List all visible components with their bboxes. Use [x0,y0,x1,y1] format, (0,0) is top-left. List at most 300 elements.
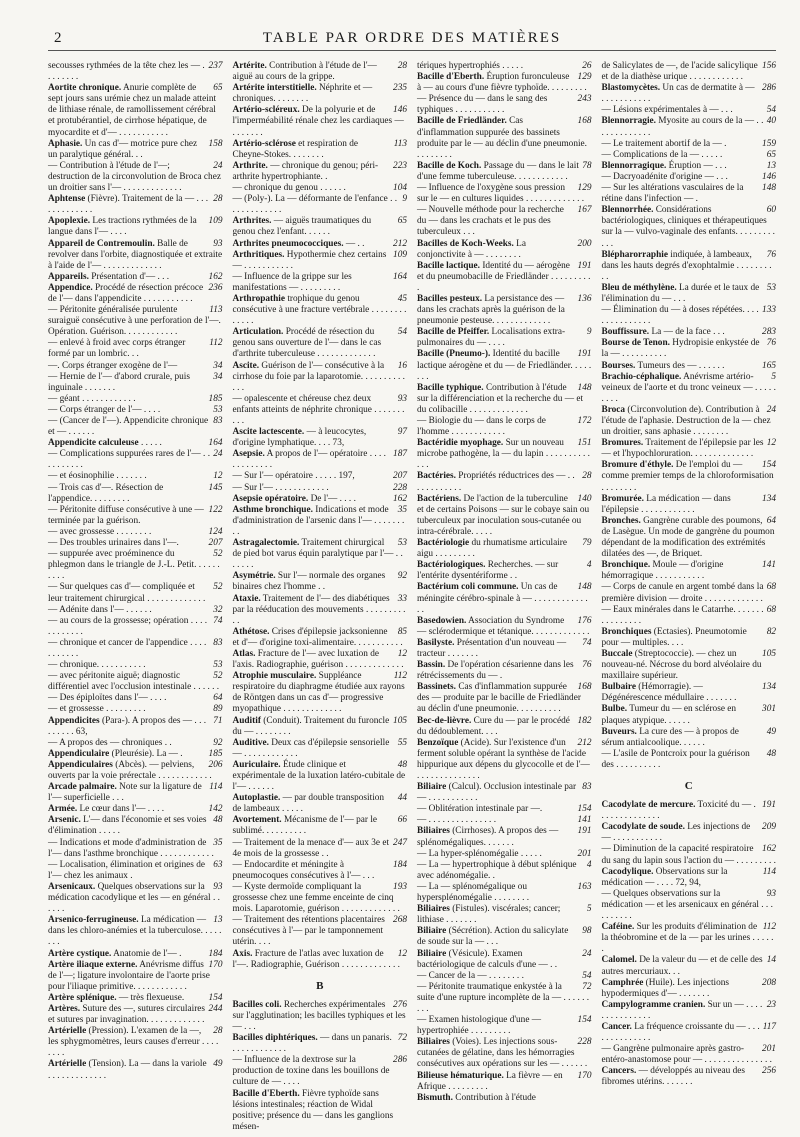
entry-text: — chronique du genou . . . . . . [232,183,346,194]
index-entry [233,494,408,505]
index-entry [602,516,777,560]
index-entry [417,116,592,160]
entry-text: — Trois cas d'—. Résection de l'appendice. . . . . . . . . [48,482,164,504]
entry-heading: Arsenico-ferrugineuse. [48,915,139,926]
entry-page-ref: 164 [393,271,407,282]
entry-text: La fièvre — en Afrique . . . . . . . . . [417,1070,563,1092]
entry-heading: Artère splénique. [48,992,117,1003]
entry-text: — Endocardite et méningite à pneumocoques consécutives à l'— . . . [232,859,375,881]
entry-text: Recherches expérimentales sur l'agglutination; les bacilles typhiques et les — . . . [232,999,406,1032]
entry-page-ref: 276 [393,999,407,1010]
index-columns [48,61,776,1132]
entry-page-ref: 114 [762,866,776,877]
index-entry [233,250,408,272]
index-entry [417,738,592,782]
entry-heading: Bactéridie myophage. [417,438,504,449]
index-entry [233,105,408,138]
entry-text: La durée et le taux de l'élimination du — . . . [601,282,760,304]
entry-page-ref: 9 [402,194,407,205]
entry-text: Traitement de l'épilepsie par les — et l'hypochloruration. . . . . . . . . . . . . . [601,438,764,460]
entry-heading: Bactériologiques. [417,560,486,571]
entry-page-ref: 112 [762,922,776,933]
entry-text: — Influence de la dextrose sur la production de toxine dans les bouillons de culture de — . . . . [232,1055,390,1088]
index-entry [233,594,408,627]
entry-page-ref: 182 [577,715,592,726]
entry-heading: Bronches. [601,515,641,526]
index-entry [48,394,223,405]
entry-page-ref: 65 [213,83,223,94]
entry-text: Propriétés réductrices des — . . . . . . . . . . . . [417,471,575,493]
index-entry [48,949,223,960]
index-entry [602,649,777,682]
entry-page-ref: 76 [766,249,776,260]
entry-page-ref: 286 [762,83,776,94]
entry-page-ref: 207 [393,471,407,482]
entry-text: Cas d'inflammation suppurée des — produite par le bacille de Friedländer au déclin d'une pneumonie. . . . . . . . . . [417,682,581,715]
entry-page-ref: 228 [577,1037,592,1048]
index-entry [233,571,408,593]
index-entry [48,716,223,738]
entry-page-ref: 9 [586,327,592,338]
entry-text: (Pleurésie). La — . [109,748,183,759]
entry-text: — Nouvelle méthode pour la recherche du — dans les crachats et le pus des tuberculeux . . . [417,205,564,238]
entry-page-ref: 93 [213,238,223,249]
entry-page-ref: 24 [213,160,223,171]
index-entry [417,826,592,848]
index-entry [233,793,408,815]
entry-heading: Camphrée [601,977,644,988]
entry-heading: Appendiculaires [48,759,113,770]
index-entry [48,549,223,582]
entry-heading: Bouffissure. [601,327,650,338]
entry-page-ref: 23 [766,999,776,1010]
entry-heading: Bacille (Pneumo-). [417,349,491,360]
entry-page-ref: 76 [582,660,592,671]
entry-heading: Bromure d'éthyle. [601,460,674,471]
index-entry [48,815,223,837]
entry-text: Anévrisme diffus de l'—; ligature involontaire de l'aorte prise pour l'iliaque primitive. . . . . . . . . . . . [48,959,210,992]
entry-text: Recherches. — sur l'entérite dysentériforme . . [417,560,559,582]
entry-heading: Bec-de-lièvre. [417,715,472,726]
entry-text: — suppurée avec proéminence du phlegmon dans le triangle de J.-L. Petit. . . . . . . . . . [48,549,220,582]
index-entry [233,239,408,250]
entry-text: — enlevé à froid avec corps étranger formé par un lombric. . . [48,338,186,360]
entry-heading: Arthrite. [232,160,268,171]
index-entry [602,150,777,161]
entry-heading: Blépharorraphie [601,249,668,260]
index-entry [602,727,777,749]
entry-text: Sur les produits d'élimination de la théobromine et de la — par les urines . . . . . . [601,922,774,955]
entry-heading: Aphtense [48,194,86,205]
entry-text: — Corps étranger de l'— . . . . [48,404,161,415]
entry-page-ref: 109 [393,249,407,260]
index-entry [602,405,777,438]
entry-text: (Conduit). Traitement du furoncle du — . . . . . . . . [232,715,390,737]
entry-text: — Biologie du — dans le corps de l'homme . . . . . . . . . . . . [417,416,546,438]
index-entry [48,616,223,638]
entry-heading: Articulation. [232,327,284,338]
index-entry [48,749,223,760]
entry-page-ref: 191 [577,260,592,271]
index-entry [48,660,223,671]
entry-page-ref: 142 [208,804,223,815]
entry-text: La persistance des — dans les crachats après la guérison de la pneumonie pesteuse. . . . . . . . . . . . . [417,293,565,327]
entry-heading: Ataxie. [232,593,261,604]
index-entry [417,327,592,349]
entry-page-ref: 92 [213,737,223,748]
entry-text: Éruption — . . . [666,160,727,171]
entry-page-ref: 117 [762,1021,776,1032]
entry-page-ref: 12 [766,438,776,449]
index-entry [602,105,777,116]
index-entry [48,605,223,616]
entry-text: — La — splénomégalique ou hypersplénomégalie . . . . . . . . [417,881,530,904]
entry-page-ref: 158 [208,138,223,149]
section-letter-heading: C [684,780,693,792]
entry-page-ref: 134 [762,493,776,504]
entry-page-ref: 185 [208,393,223,404]
entry-page-ref: 247 [393,837,407,848]
index-entry [233,627,408,649]
entry-heading: Bacilles coli. [232,999,282,1010]
index-entry [48,527,223,538]
entry-text: et respiration de Cheyne-Stokes. . . . . . . . [232,138,359,160]
entry-text: (Acide). Sur l'existence d'un ferment soluble opérant la synthèse de l'acide hippurique aux dépens du glycocolle et de l'— . . . . . . . . . . . . . . [417,737,590,781]
index-entry [233,394,408,427]
index-entry [417,205,592,238]
index-entry [417,982,592,1015]
entry-heading: Cancers. [601,1066,637,1077]
index-entry [233,483,408,494]
entry-text: — Influence de l'oxygène sous pression sur le — en cultures liquides . . . . . . . . . . . . . [417,183,585,205]
index-entry [602,822,777,844]
entry-text: Suppléance respiratoire du diaphragme étudiée aux rayons de Röntgen dans un cas d'— progressive myopathique . . . . . . . . . . . . . [232,671,405,715]
entry-heading: Bulbaire [601,682,636,693]
entry-page-ref: 133 [762,305,776,316]
entry-text: De l'— . . . . [308,493,356,504]
index-entry [602,205,777,249]
entry-text: — Présence du — dans le sang des typhiques . . . . . . . . . . . [417,94,548,116]
entry-heading: Blennorragie. [601,116,656,127]
entry-text: Tumeur du — en sclérose en plaques atypique. . . . . . [601,704,737,726]
index-entry [48,782,223,804]
entry-text: (Pression). L'examen de la —, les sphygmomètres, leurs causes d'erreur . . . . . . . . [48,1026,219,1059]
index-entry [233,671,408,715]
entry-heading: Ascite lactescente. [232,427,305,438]
entry-page-ref: 13 [213,915,223,926]
entry-page-ref: 72 [397,1033,407,1044]
entry-page-ref: 146 [393,105,407,116]
entry-heading: Benzoïque [417,737,459,748]
entry-text: Cure du — par le procédé du dédoublement. . . . [417,715,570,737]
index-entry [602,61,777,83]
entry-text: Suture des —, sutures circulaires et sutures par invagination. . . . . . . . . . . . . [48,1003,206,1026]
entry-page-ref: 113 [393,138,407,149]
entry-text: Un cas de dermatite à — . . . . . . . . . . . [601,83,755,105]
index-entry [48,1026,223,1059]
entry-text: — géant . . . . . . . . . . . . [48,393,136,404]
index-entry [417,494,592,538]
entry-text: — par double transposition de lambeaux . . . . . [232,793,385,815]
index-column-3 [417,61,592,1121]
index-entry [417,860,592,882]
index-entry [602,889,777,922]
index-entry [602,283,777,305]
entry-text: Traitement chirurgical de pied bot varus équin paralytique par l'— . . . . . . . [232,538,403,571]
entry-page-ref: 193 [393,881,407,892]
entry-page-ref: 24 [213,449,223,460]
entry-page-ref: 83 [582,782,592,793]
index-entry [48,704,223,715]
entry-heading: Bassinets. [417,682,457,693]
index-entry [417,949,592,971]
entry-page-ref: 145 [208,482,223,493]
entry-heading: Basedowien. [417,615,467,626]
entry-page-ref: 114 [209,782,223,793]
entry-text: Contribution à l'étude [452,1092,536,1103]
entry-page-ref: 301 [762,704,776,715]
entry-text: — Sur l'— . . . . . . . . . . . . [232,482,329,493]
entry-text: — Sur l'— opératoire . . . . . 197, [232,471,355,482]
entry-heading: Astragalectomie. [232,538,300,549]
entry-page-ref: 5 [771,371,776,382]
entry-page-ref: 112 [393,671,407,682]
entry-text: Fracture de l'atlas avec luxation de l'—. Radiographie, Guérison . . . . . . . . . . . . . [232,948,400,970]
index-entry [417,294,592,327]
entry-heading: Auriculaire. [232,759,281,770]
entry-page-ref: 48 [766,748,776,759]
index-entry [48,538,223,549]
entry-text: (Vésicule). Examen bactériologique de calculs d'une — . . [417,948,558,970]
index-entry [233,505,408,538]
entry-heading: Cacodylate de mercure. [601,800,696,811]
entry-page-ref: 68 [766,582,776,593]
entry-page-ref: 24 [766,404,776,415]
entry-heading: Arthritiques. [232,249,285,260]
page-title: TABLE PAR ORDRE DES MATIÈRES [262,30,562,46]
index-entry [602,372,777,405]
entry-text: Passage du — dans le lait d'une femme tuberculeuse. . . . . . . . . . . . [417,160,579,182]
entry-text: Un cas de méningite cérébro-spinale à — . . . . . . . . . . . . . . [417,582,588,615]
index-entry [417,416,592,438]
entry-text: Présentation d'— . . . [88,271,170,282]
entry-page-ref: 184 [208,948,223,959]
entry-heading: Aphasie. [48,138,83,149]
index-entry [602,955,777,977]
entry-heading: Artères. [48,1003,81,1014]
index-entry [48,638,223,660]
entry-page-ref: 212 [577,737,592,748]
entry-text: — Élimination du — à doses répétées. . . . . . . . . . . . . . . [601,305,759,327]
entry-page-ref: 168 [577,682,592,693]
entry-text: — avec péritonite aiguë; diagnostic différentiel avec l'occlusion intestinale . . . . . . [48,671,220,693]
entry-text: du rhumatisme articulaire aigu . . . . . . . . . [417,538,567,560]
entry-heading: Atlas. [232,648,256,659]
entry-text: — chronique et cancer de l'appendice . . . . . . . . . . . [48,637,207,659]
entry-heading: Artérite interstitielle. [232,83,317,94]
entry-heading: Bactérium coli commune. [417,582,519,593]
entry-page-ref: 163 [577,881,592,892]
index-entry [233,61,408,83]
entry-heading: Arsenicaux. [48,881,96,892]
entry-text: — au cours de la grossesse; opération . . . . . . . . . . . . [48,615,208,637]
entry-text: (Fièvre). Traitement de la — . . . . . . . . . . . . . [48,194,209,216]
entry-page-ref: 208 [762,977,776,988]
index-entry [417,471,592,493]
entry-text: — et éosinophilie . . . . . . . [48,471,147,482]
index-entry [602,1066,777,1088]
index-entry [417,239,592,261]
entry-page-ref: 109 [208,216,223,227]
entry-heading: Cancer. [601,1021,632,1032]
index-entry [48,83,223,138]
entry-heading: Autoplastie. [232,793,281,804]
entry-page-ref: 164 [208,438,223,449]
entry-page-ref: 54 [397,327,407,338]
entry-page-ref: 28 [213,194,223,205]
entry-text: Présentation d'un nouveau — tracteur . . . . . . . [417,637,567,659]
index-entry [417,926,592,948]
index-entry [48,449,223,471]
index-entry [417,161,592,183]
entry-text: — Traitement de la menace d'— aux 3e et 4e mois de la grossesse . . [232,837,390,859]
entry-text: — Diminution de la capacité respiratoire du sang du lapin sous l'action du — . . . . . . . . . [601,844,776,866]
entry-heading: Bronchique. [601,560,651,571]
index-entry [417,782,592,804]
entry-page-ref: 286 [393,1055,407,1066]
index-entry [602,305,777,327]
entry-heading: Cacodylate de soude. [601,822,685,833]
entry-page-ref: 185 [208,748,223,759]
entry-page-ref: 24 [582,948,592,959]
entry-heading: Asymétrie. [232,571,276,582]
entry-page-ref: 5 [586,904,592,915]
index-entry [602,682,777,704]
index-entry [48,804,223,815]
entry-page-ref: 34 [213,371,223,382]
entry-page-ref: 60 [766,205,776,216]
index-entry [233,194,408,216]
index-entry [48,993,223,1004]
entry-text: Sur un nouveau microbe pathogène, la — du lapin . . . . . . . . . . . . . [417,438,590,471]
entry-text: — avec grossesse . . . . . . . . [48,526,152,537]
index-entry [48,139,223,161]
index-entry [602,361,777,372]
entry-page-ref: 83 [213,637,223,648]
entry-heading: Blennorrhée. [601,205,654,216]
index-entry [48,372,223,394]
entry-heading: Arthropathie [232,293,286,304]
entry-page-ref: 176 [577,615,592,626]
index-entry [48,161,223,194]
index-entry [602,116,777,138]
entry-heading: Bromurée. [601,493,644,504]
index-entry [48,760,223,782]
entry-page-ref: 154 [577,1015,592,1026]
entry-page-ref: 148 [762,183,776,194]
index-entry [48,838,223,860]
entry-heading: Appendice. [48,282,93,293]
index-entry [48,671,223,693]
index-entry [417,94,592,116]
entry-page-ref: 243 [577,94,592,105]
entry-text: — très flexueuse. [116,992,185,1003]
entry-text: Crises d'épilepsie jacksonienne et d'— d'origine toxi-alimentaire. . . . . . . . . . . [232,626,403,648]
entry-page-ref: 93 [397,393,407,404]
entry-text: — Cancer de la — . . . . . . . . [417,970,524,981]
entry-page-ref: 28 [213,1026,223,1037]
entry-heading: Appendicites [48,715,100,726]
entry-page-ref: 32 [213,604,223,615]
entry-page-ref: 146 [762,171,776,182]
entry-text: Cas d'inflammation suppurée des bassinets produite par le — au déclin d'une pneumonie. . . . . . . . . [417,116,587,160]
entry-text: Un cas d'— motrice pure chez un paralytique général. . . [48,138,198,160]
entry-heading: Appareils. [48,271,89,282]
entry-page-ref: 98 [582,926,592,937]
index-entry [233,649,408,671]
entry-heading: Asepsie. [232,449,265,460]
entry-page-ref: 93 [766,888,776,899]
index-entry [602,1044,777,1066]
entry-text: Gangrène curable des poumons, de Lasègue. Un mode de gangrène du poumon dépendant de la modification des extrémités dilatées des —, de Briquet. [601,515,775,560]
entry-page-ref: 44 [397,793,407,804]
entry-heading: Bacille d'Eberth. [417,72,485,83]
entry-text: Éruption furonculeuse à — au cours d'une fièvre typhoïde. . . . . . . . . [417,72,587,94]
index-entry [233,915,408,948]
entry-page-ref: 45 [397,293,407,304]
entry-heading: Appendicite calculeuse [48,438,139,449]
entry-text: Guérison de l'— consécutive à la cirrhose du foie par la laparotomie. . . . . . . . . . . . . [232,360,405,393]
index-entry [233,882,408,915]
entry-text: — Localisation, élimination et origines de l'— chez les animaux . [48,859,205,881]
entry-text: — aiguës traumatiques du genou chez l'enfant. . . . . . [232,216,372,238]
entry-page-ref: 85 [397,626,407,637]
entry-text: de Salicylates de —, de l'acide salicylique et de la diathèse urique . . . . . . . . . . . . [601,61,758,83]
entry-heading: Artério-scléreux. [232,105,300,116]
index-column-2 [232,61,408,1132]
entry-page-ref: 148 [577,582,592,593]
entry-text: Identité du bacille lactique aérogène et du — de Friedländer. . . . . . . . [417,349,592,382]
entry-text: — Adénite dans l'— . . . . . . [48,604,152,615]
entry-heading: Aortite chronique. [48,83,122,94]
entry-page-ref: 83 [213,416,223,426]
index-entry [602,327,777,338]
entry-text: Sur un — . . . . . . . . . . . . . . . [601,999,763,1021]
entry-heading: Bacille de Friedländer. [417,116,507,127]
entry-text: Identité du — aérogène et du pneumobacille de Friedländer . . . . . . . . . . [417,260,591,293]
index-entry [233,471,408,482]
entry-heading: Blennorragique. [601,160,667,171]
entry-text: — (Poly-). La — déformante de l'enfance . . . . . . . . . . . . . [232,194,398,216]
entry-heading: Bismuth. [417,1092,453,1103]
entry-heading: Axis. [232,948,253,959]
entry-text: La — de la face . . . [649,327,725,338]
entry-text: — Contribution à l'étude de l'—; destruction de la circonvolution de Broca chez un droitier sans l'— . . . . . . . . . . . . . [48,160,221,194]
entry-page-ref: 201 [577,848,592,859]
entry-page-ref: 129 [577,183,592,194]
entry-page-ref: 165 [762,360,776,371]
entry-heading: Appareil de Contremoulin. [48,238,155,249]
index-entry [48,61,223,83]
entry-page-ref: 72 [582,981,592,992]
index-entry [417,815,592,826]
index-column-1 [48,61,223,1121]
index-entry [417,261,592,294]
entry-heading: Bronchiques [601,626,652,637]
entry-page-ref: 54 [766,105,776,116]
entry-page-ref: 49 [766,726,776,737]
entry-text: (Huile). Les injections hypodermiques d'— . . . . . . . [601,977,730,999]
